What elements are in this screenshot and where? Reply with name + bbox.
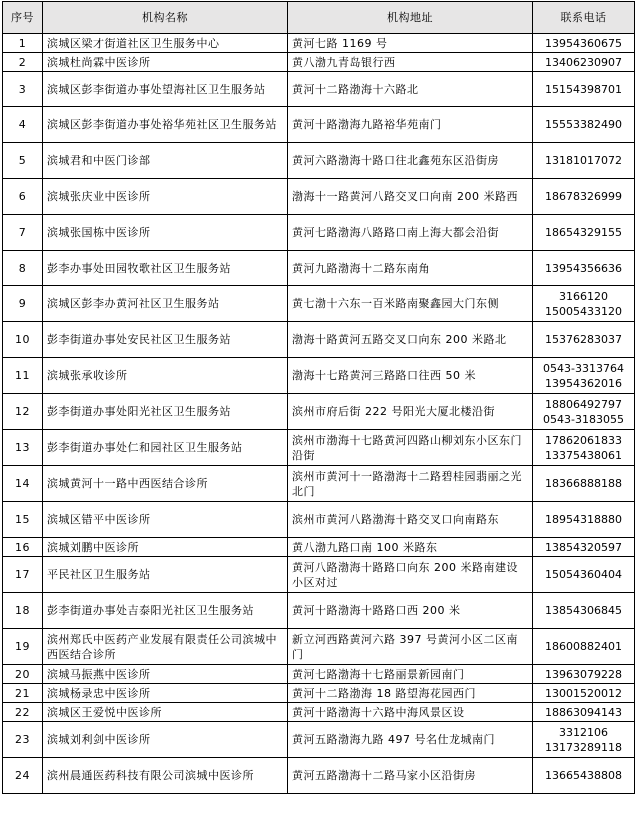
clinic-name: 滨城刘利剑中医诊所 <box>43 722 288 758</box>
row-index: 22 <box>3 703 43 722</box>
clinic-phone <box>533 703 635 722</box>
clinic-name: 滨城黄河十一路中西医结合诊所 <box>43 466 288 502</box>
row-index: 23 <box>3 722 43 758</box>
clinic-address: 滨州市府后街 222 号阳光大厦北楼沿街 <box>288 394 533 430</box>
phone-number: 13954360675 <box>545 36 622 50</box>
row-index: 5 <box>3 143 43 179</box>
phone-number: 15054360404 <box>545 568 622 581</box>
table-row <box>3 286 635 322</box>
table-row <box>3 665 635 684</box>
clinic-phone <box>533 722 635 758</box>
clinic-address: 新立河西路黄河六路 397 号黄河小区二区南门 <box>288 629 533 665</box>
clinic-name: 滨城张庆业中医诊所 <box>43 179 288 215</box>
clinic-name: 彭李街道办事处吉泰阳光社区卫生服务站 <box>43 593 288 629</box>
clinic-table <box>2 1 635 794</box>
clinic-address: 黄河十二路渤海 18 路望海花园西门 <box>288 684 533 703</box>
clinic-name: 彭李办事处田园牧歌社区卫生服务站 <box>43 251 288 286</box>
row-index: 4 <box>3 107 43 143</box>
row-index: 2 <box>3 53 43 72</box>
clinic-phone <box>533 684 635 703</box>
row-index: 10 <box>3 322 43 358</box>
row-index: 6 <box>3 179 43 215</box>
phone-number: 3166120 <box>559 289 608 303</box>
clinic-phone <box>533 466 635 502</box>
clinic-address: 滨州市黄河十一路渤海十二路碧桂园翡丽之光北门 <box>288 466 533 502</box>
clinic-address: 滨州市渤海十七路黄河四路山柳刘东小区东门沿街 <box>288 430 533 466</box>
clinic-address: 黄河十二路渤海十六路北 <box>288 72 533 107</box>
clinic-phone <box>533 629 635 665</box>
row-index: 24 <box>3 758 43 794</box>
clinic-address: 滨州市黄河八路渤海十路交叉口向南路东 <box>288 502 533 538</box>
table-row <box>3 703 635 722</box>
clinic-phone <box>533 758 635 794</box>
phone-number: 13854320597 <box>545 540 622 554</box>
clinic-name: 彭李街道办事处仁和园社区卫生服务站 <box>43 430 288 466</box>
row-index: 18 <box>3 593 43 629</box>
clinic-address: 黄河五路渤海十二路马家小区沿街房 <box>288 758 533 794</box>
phone-number: 13954356636 <box>545 261 622 275</box>
clinic-name: 滨州晨通医药科技有限公司滨城中医诊所 <box>43 758 288 794</box>
phone-number: 13954362016 <box>545 376 622 390</box>
table-row <box>3 684 635 703</box>
clinic-phone <box>533 251 635 286</box>
row-index: 16 <box>3 538 43 557</box>
clinic-address: 黄河七路 1169 号 <box>288 34 533 53</box>
clinic-name: 滨城杨录忠中医诊所 <box>43 684 288 703</box>
clinic-address: 渤海十路黄河五路交叉口向东 200 米路北 <box>288 322 533 358</box>
clinic-address: 渤海十七路黄河三路路口往西 50 米 <box>288 358 533 394</box>
clinic-name: 滨城张国栋中医诊所 <box>43 215 288 251</box>
clinic-address: 黄河十路渤海十路路口西 200 米 <box>288 593 533 629</box>
phone-number: 18954318880 <box>545 513 622 526</box>
clinic-phone <box>533 394 635 430</box>
phone-number: 13963079228 <box>545 667 622 681</box>
row-index: 20 <box>3 665 43 684</box>
clinic-phone <box>533 557 635 593</box>
phone-number: 17862061833 <box>545 433 622 447</box>
table-row <box>3 322 635 358</box>
table-row <box>3 557 635 593</box>
phone-number: 15005433120 <box>545 304 622 318</box>
phone-number: 18654329155 <box>545 226 622 239</box>
clinic-address: 黄河九路渤海十二路东南角 <box>288 251 533 286</box>
table-header-row <box>3 2 635 34</box>
header-index: 序号 <box>3 2 43 34</box>
phone-number: 18863094143 <box>545 705 622 719</box>
header-phone: 联系电话 <box>533 2 635 34</box>
table-row <box>3 215 635 251</box>
clinic-phone <box>533 322 635 358</box>
row-index: 8 <box>3 251 43 286</box>
phone-number: 18366888188 <box>545 477 622 490</box>
table-row <box>3 722 635 758</box>
row-index: 3 <box>3 72 43 107</box>
table-row <box>3 107 635 143</box>
phone-number: 18678326999 <box>545 190 622 203</box>
clinic-name: 滨城区彭李街道办事处裕华苑社区卫生服务站 <box>43 107 288 143</box>
clinic-phone <box>533 358 635 394</box>
phone-number: 18806492797 <box>545 397 622 411</box>
clinic-phone <box>533 286 635 322</box>
row-index: 15 <box>3 502 43 538</box>
row-index: 19 <box>3 629 43 665</box>
phone-number: 15376283037 <box>545 333 622 346</box>
phone-number: 3312106 <box>559 725 608 739</box>
clinic-name: 滨城区彭李办黄河社区卫生服务站 <box>43 286 288 322</box>
row-index: 21 <box>3 684 43 703</box>
row-index: 17 <box>3 557 43 593</box>
row-index: 14 <box>3 466 43 502</box>
clinic-address: 黄河十路渤海十六路中海风景区设 <box>288 703 533 722</box>
clinic-name: 平民社区卫生服务站 <box>43 557 288 593</box>
clinic-address: 黄河六路渤海十路口往北鑫苑东区沿街房 <box>288 143 533 179</box>
clinic-phone <box>533 502 635 538</box>
clinic-name: 滨城区王爱悦中医诊所 <box>43 703 288 722</box>
clinic-phone <box>533 665 635 684</box>
table-row <box>3 758 635 794</box>
row-index: 1 <box>3 34 43 53</box>
clinic-name: 彭李街道办事处安民社区卫生服务站 <box>43 322 288 358</box>
clinic-name: 滨城张承收诊所 <box>43 358 288 394</box>
table-row <box>3 502 635 538</box>
row-index: 7 <box>3 215 43 251</box>
clinic-name: 滨城杜尚霖中医诊所 <box>43 53 288 72</box>
clinic-phone <box>533 179 635 215</box>
table-row <box>3 466 635 502</box>
row-index: 12 <box>3 394 43 430</box>
table-row <box>3 251 635 286</box>
clinic-address: 黄七渤十六东一百米路南聚鑫园大门东侧 <box>288 286 533 322</box>
clinic-phone <box>533 538 635 557</box>
phone-number: 0543-3313764 <box>543 361 624 375</box>
clinic-phone <box>533 215 635 251</box>
clinic-phone <box>533 34 635 53</box>
phone-number: 0543-3183055 <box>543 412 624 426</box>
phone-number: 13854306845 <box>545 604 622 617</box>
table-row <box>3 72 635 107</box>
clinic-address: 黄八渤九青岛银行西 <box>288 53 533 72</box>
clinic-address: 黄河七路渤海八路路口南上海大都会沿街 <box>288 215 533 251</box>
clinic-address: 黄河七路渤海十七路丽景新园南门 <box>288 665 533 684</box>
clinic-address: 渤海十一路黄河八路交叉口向南 200 米路西 <box>288 179 533 215</box>
clinic-phone <box>533 430 635 466</box>
table-row <box>3 143 635 179</box>
clinic-address: 黄河十路渤海九路裕华苑南门 <box>288 107 533 143</box>
clinic-phone <box>533 143 635 179</box>
clinic-address: 黄河八路渤海十路路口向东 200 米路南建设小区对过 <box>288 557 533 593</box>
table-row <box>3 179 635 215</box>
table-row <box>3 53 635 72</box>
clinic-name: 滨城君和中医门诊部 <box>43 143 288 179</box>
phone-number: 13173289118 <box>545 740 622 754</box>
clinic-name: 滨州郑氏中医药产业发展有限责任公司滨城中西医结合诊所 <box>43 629 288 665</box>
clinic-name: 滨城刘鹏中医诊所 <box>43 538 288 557</box>
clinic-address: 黄八渤九路口南 100 米路东 <box>288 538 533 557</box>
clinic-phone <box>533 107 635 143</box>
phone-number: 15154398701 <box>545 82 622 96</box>
clinic-name: 滨城区错平中医诊所 <box>43 502 288 538</box>
table-row <box>3 358 635 394</box>
phone-number: 13001520012 <box>545 686 622 700</box>
header-name: 机构名称 <box>43 2 288 34</box>
table-row <box>3 538 635 557</box>
table-row <box>3 430 635 466</box>
phone-number: 13406230907 <box>545 55 622 69</box>
clinic-name: 彭李街道办事处阳光社区卫生服务站 <box>43 394 288 430</box>
clinic-address: 黄河五路渤海九路 497 号名仕龙城南门 <box>288 722 533 758</box>
phone-number: 18600882401 <box>545 640 622 653</box>
table-row <box>3 394 635 430</box>
clinic-phone <box>533 593 635 629</box>
clinic-name: 滨城区彭李街道办事处望海社区卫生服务站 <box>43 72 288 107</box>
table-row <box>3 34 635 53</box>
row-index: 13 <box>3 430 43 466</box>
phone-number: 15553382490 <box>545 118 622 131</box>
table-row <box>3 593 635 629</box>
clinic-name: 滨城区梁才街道社区卫生服务中心 <box>43 34 288 53</box>
clinic-phone <box>533 53 635 72</box>
phone-number: 13665438808 <box>545 769 622 782</box>
header-address: 机构地址 <box>288 2 533 34</box>
phone-number: 13375438061 <box>545 448 622 462</box>
row-index: 11 <box>3 358 43 394</box>
clinic-name: 滨城马振燕中医诊所 <box>43 665 288 684</box>
phone-number: 13181017072 <box>545 154 622 167</box>
clinic-phone <box>533 72 635 107</box>
table-row <box>3 629 635 665</box>
row-index: 9 <box>3 286 43 322</box>
